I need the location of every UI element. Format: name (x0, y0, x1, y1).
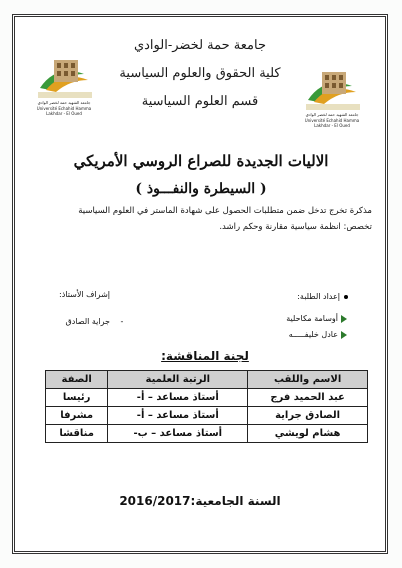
memo-line-1: مذكرة تخرج تدخل ضمن متطلبات الحصول على شهادة الماستر في العلوم السياسية (78, 206, 372, 216)
supervisor-dash: - (120, 317, 124, 326)
university-logo-left-icon (36, 54, 94, 100)
department-name: قسم العلوم السياسية (141, 94, 259, 109)
thesis-subtitle: ( السيطرة والنفـــوذ ) (135, 181, 267, 197)
supervisor-name: جراية الصادق (65, 317, 110, 326)
students-label: إعداد الطلبة: (297, 292, 340, 301)
left-logo-caption-latin: Université Echahid Hamma Lakhdar - El Oued (36, 106, 92, 116)
right-logo-caption-latin: Université Echahid Hamma Lakhdar - El Oued (304, 118, 360, 128)
committee-header-row (46, 371, 368, 389)
arrow-right-icon (341, 331, 347, 339)
table-row (46, 425, 368, 443)
thesis-title: الاليات الجديدة للصراع الروسي الأمريكي (73, 152, 329, 170)
arrow-right-icon (341, 315, 347, 323)
member-role: مناقشا (46, 425, 108, 443)
student-name-2: عادل خليفـــــه (288, 330, 338, 339)
committee-title: لجنة المناقشة: (161, 349, 249, 363)
member-name: هشام لويشي (248, 425, 368, 443)
student-name-1: أوسامة مكاحلية (286, 314, 338, 323)
member-rank: أستاذ مساعد – أ- (108, 389, 248, 407)
member-rank: أستاذ مساعد – ب- (108, 425, 248, 443)
header-rank: الرتبة العلمية (108, 371, 248, 389)
member-role: مشرفا (46, 407, 108, 425)
university-logo-right-icon (304, 66, 362, 112)
memo-line-2: تخصص: انظمة سياسية مقارنة وحكم راشد. (219, 222, 372, 232)
member-role: رئيسا (46, 389, 108, 407)
bullet-icon (344, 295, 348, 299)
member-name: عبد الحميد فرج (248, 389, 368, 407)
faculty-name: كلية الحقوق والعلوم السياسية (119, 66, 281, 81)
right-logo-caption: جامعة الشهيد حمة لخضر الوادي (305, 112, 359, 117)
header-role: الصفة (46, 371, 108, 389)
table-row (46, 389, 368, 407)
header-name: الاسم واللقب (248, 371, 368, 389)
academic-year: السنة الجامعية:2016/2017 (119, 494, 281, 508)
supervisor-label: إشراف الأستاذ: (59, 290, 110, 299)
member-name: الصادق جراية (248, 407, 368, 425)
committee-table (45, 370, 368, 443)
left-logo-caption: جامعة الشهيد حمة لخضر الوادي (37, 100, 91, 105)
member-rank: أستاذ مساعد – أ- (108, 407, 248, 425)
university-name: جامعة حمة لخضر-الوادي (133, 38, 267, 53)
table-row (46, 407, 368, 425)
